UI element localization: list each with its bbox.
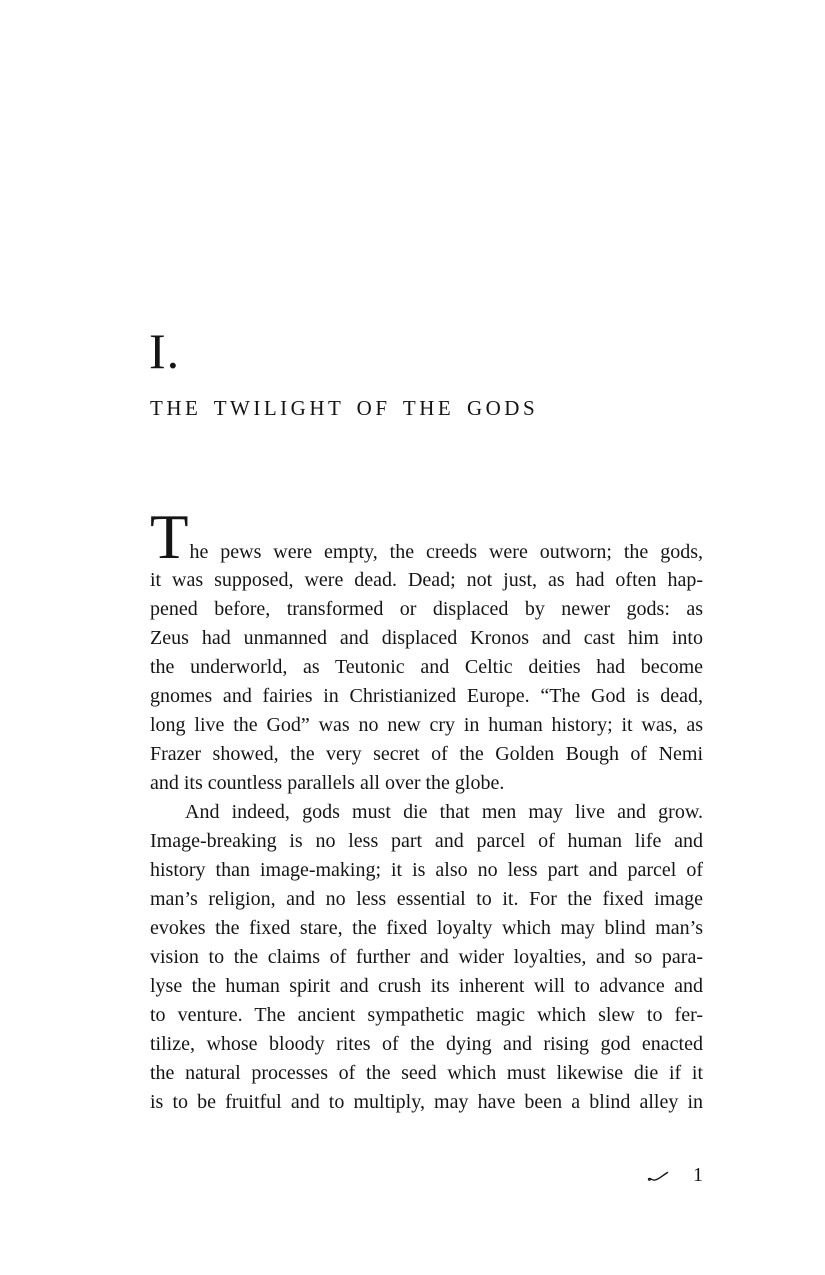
text-line: lyse the human spirit and crush its inherent will to advance and bbox=[150, 975, 703, 997]
chapter-number: I. bbox=[149, 323, 181, 379]
text-line: evokes the fixed stare, the fixed loyalty which may blind man’s bbox=[150, 917, 703, 939]
paragraph bbox=[150, 798, 703, 1117]
swash-flourish-icon bbox=[647, 1165, 675, 1185]
text-line: Frazer showed, the very secret of the Golden Bough of Nemi bbox=[150, 743, 703, 765]
text-line: history than image-making; it is also no less part and parcel of bbox=[150, 859, 703, 881]
text-line: and its countless parallels all over the globe. bbox=[150, 772, 505, 794]
text-line: to venture. The ancient sympathetic magic which slew to fer- bbox=[150, 1004, 703, 1026]
text-line: And indeed, gods must die that men may live and grow. bbox=[185, 801, 703, 823]
text-line: the underworld, as Teutonic and Celtic deities had become bbox=[150, 656, 703, 678]
text-line: Image-breaking is no less part and parcel of human life and bbox=[150, 830, 703, 852]
paragraph bbox=[150, 502, 703, 798]
text-line: tilize, whose bloody rites of the dying and rising god enacted bbox=[150, 1033, 703, 1055]
text-line: pened before, transformed or displaced by newer gods: as bbox=[150, 598, 703, 620]
text-line: is to be fruitful and to multiply, may have been a blind alley in bbox=[150, 1091, 703, 1113]
text-line: gnomes and fairies in Christianized Europe. “The God is dead, bbox=[150, 685, 703, 707]
text-line: The pews were empty, the creeds were outworn; the gods, bbox=[150, 502, 703, 572]
drop-cap: T bbox=[150, 502, 190, 572]
page-number: 1 bbox=[693, 1164, 703, 1186]
text-line: it was supposed, were dead. Dead; not just, as had often hap- bbox=[150, 569, 703, 591]
text-line: the natural processes of the seed which must likewise die if it bbox=[150, 1062, 703, 1084]
text-line: man’s religion, and no less essential to it. For the fixed image bbox=[150, 888, 703, 910]
chapter-title: THE TWILIGHT OF THE GODS bbox=[150, 396, 539, 420]
body-text bbox=[150, 502, 703, 1117]
text-line: long live the God” was no new cry in human history; it was, as bbox=[150, 714, 703, 736]
text-line: Zeus had unmanned and displaced Kronos and cast him into bbox=[150, 627, 703, 649]
text-line: vision to the claims of further and wider loyalties, and so para- bbox=[150, 946, 703, 968]
page-footer bbox=[150, 1160, 703, 1190]
